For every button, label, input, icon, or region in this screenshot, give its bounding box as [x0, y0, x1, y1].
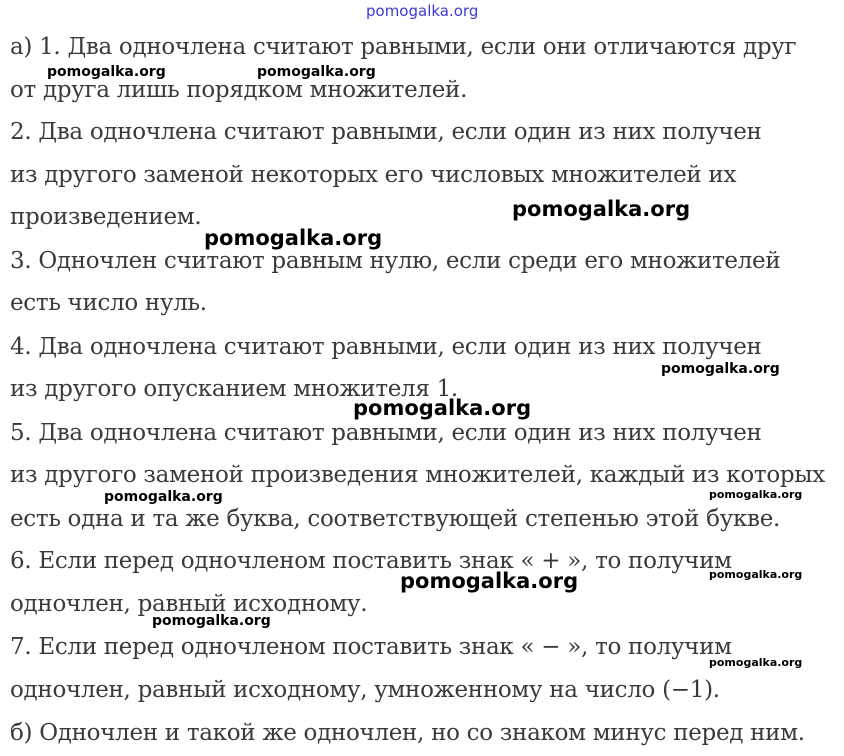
- watermark: pomogalka.org: [104, 489, 223, 505]
- text-line: из другого опусканием множителя 1.: [10, 376, 458, 402]
- text-line: из другого заменой произведения множителей, каждый из которых: [10, 462, 825, 488]
- text-line: 4. Два одночлена считают равными, если один из них получен: [10, 334, 762, 360]
- watermark: pomogalka.org: [709, 488, 803, 501]
- watermark: pomogalka.org: [661, 361, 780, 377]
- text-line: 3. Одночлен считают равным нулю, если среди его множителей: [10, 248, 781, 274]
- text-line: есть одна и та же буква, соответствующей степенью этой букве.: [10, 506, 781, 532]
- text-line: 2. Два одночлена считают равными, если один из них получен: [10, 119, 762, 145]
- text-line: 7. Если перед одночленом поставить знак « − », то получим: [10, 634, 732, 660]
- watermark: pomogalka.org: [366, 2, 479, 20]
- watermark: pomogalka.org: [152, 613, 271, 629]
- watermark: pomogalka.org: [47, 64, 166, 80]
- text-line: 5. Два одночлена считают равными, если один из них получен: [10, 420, 762, 446]
- text-line: произведением.: [10, 204, 202, 230]
- watermark: pomogalka.org: [709, 656, 803, 669]
- text-line: от друга лишь порядком множителей.: [10, 77, 468, 103]
- text-line: из другого заменой некоторых его числовых множителей их: [10, 162, 737, 188]
- watermark: pomogalka.org: [709, 568, 803, 581]
- text-line: есть число нуль.: [10, 290, 207, 316]
- watermark: pomogalka.org: [204, 226, 383, 250]
- text-line: одночлен, равный исходному, умноженному на число (−1).: [10, 677, 720, 703]
- watermark: pomogalka.org: [353, 396, 532, 420]
- text-line: 6. Если перед одночленом поставить знак « + », то получим: [10, 548, 732, 574]
- watermark: pomogalka.org: [400, 569, 579, 593]
- watermark: pomogalka.org: [512, 197, 691, 221]
- watermark: pomogalka.org: [257, 64, 376, 80]
- text-line: б) Одночлен и такой же одночлен, но со знаком минус перед ним.: [10, 720, 805, 746]
- text-line: а) 1. Два одночлена считают равными, если они отличаются друг: [10, 34, 797, 60]
- text-line: одночлен, равный исходному.: [10, 591, 368, 617]
